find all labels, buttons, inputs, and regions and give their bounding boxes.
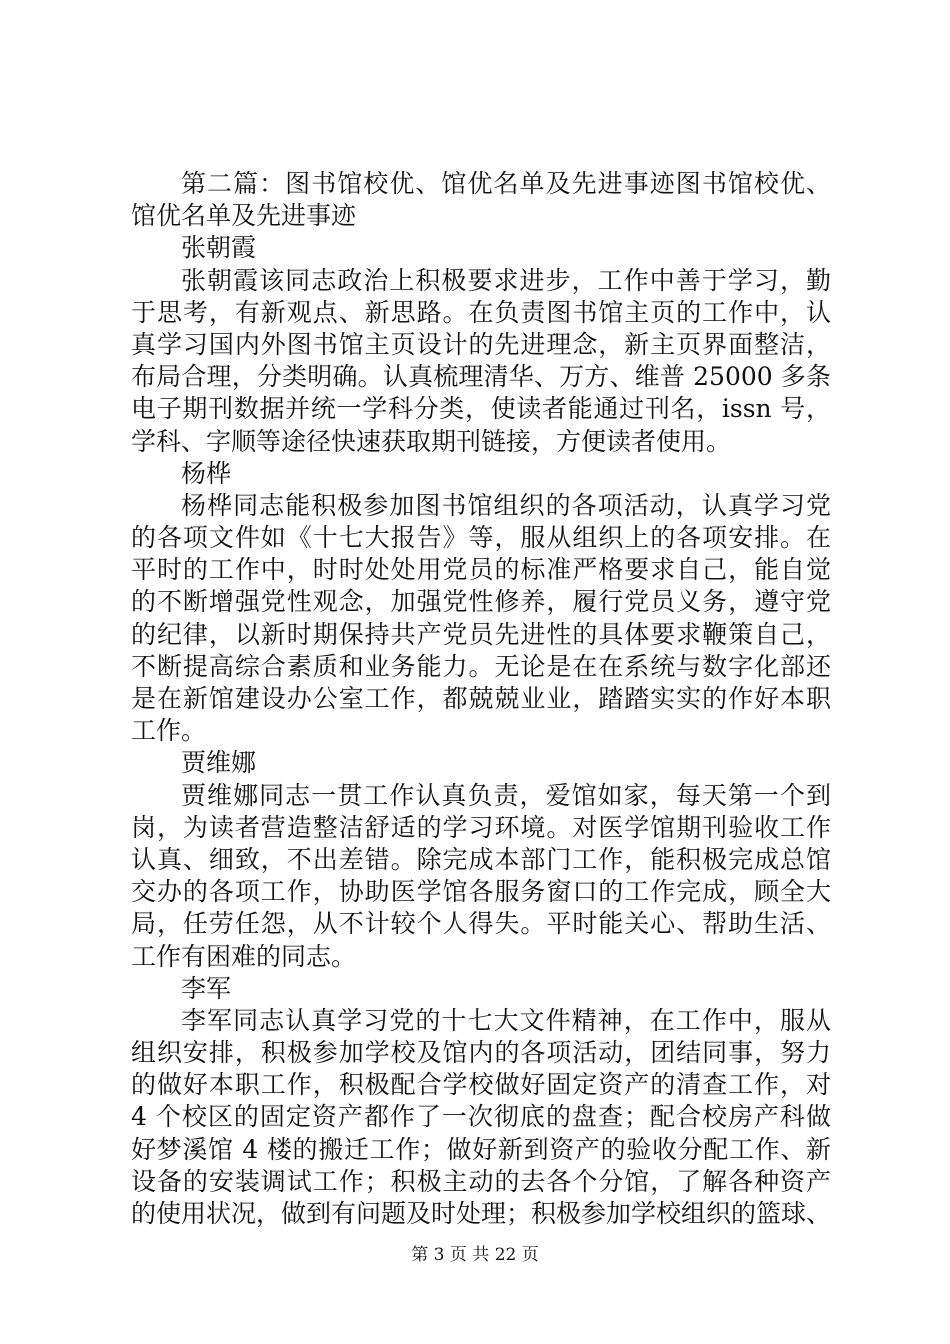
person-name-heading: 李军: [181, 973, 232, 1003]
text-line: 好梦溪馆 4 楼的搬迁工作；做好新到资产的验收分配工作、新: [131, 1134, 831, 1164]
text-line: 的纪律，以新时期保持共产党员先进性的具体要求鞭策自己，: [131, 619, 831, 649]
text-line: 张朝霞该同志政治上积极要求进步，工作中善于学习，勤: [181, 265, 831, 295]
page-footer: 第 3 页 共 22 页: [411, 1245, 539, 1265]
text-line: 馆优名单及先进事迹: [131, 201, 357, 231]
text-line: 局，任劳任怨，从不计较个人得失。平时能关心、帮助生活、: [131, 909, 831, 939]
text-line: 岗，为读者营造整洁舒适的学习环境。对医学馆期刊验收工作: [131, 812, 831, 842]
text-line: 工作有困难的同志。: [131, 941, 357, 971]
text-line: 4 个校区的固定资产都作了一次彻底的盘查；配合校房产科做: [131, 1102, 831, 1132]
text-line: 的做好本职工作，积极配合学校做好固定资产的清查工作，对: [131, 1070, 831, 1100]
text-line: 不断提高综合素质和业务能力。无论是在在系统与数字化部还: [131, 651, 831, 681]
text-line: 布局合理，分类明确。认真梳理清华、万方、维普 25000 多条: [131, 362, 831, 392]
text-line: 于思考，有新观点、新思路。在负责图书馆主页的工作中，认: [131, 297, 831, 327]
person-name-heading: 杨桦: [181, 458, 232, 488]
text-line: 认真、细致，不出差错。除完成本部门工作，能积极完成总馆: [131, 844, 831, 874]
document-body: [131, 168, 831, 1230]
text-line: 交办的各项工作，协助医学馆各服务窗口的工作完成，顾全大: [131, 877, 831, 907]
text-line: 真学习国内外图书馆主页设计的先进理念，新主页界面整洁，: [131, 329, 831, 359]
text-line: 设备的安装调试工作；积极主动的去各个分馆，了解各种资产: [131, 1166, 831, 1196]
text-line: 是在新馆建设办公室工作，都兢兢业业，踏踏实实的作好本职: [131, 684, 831, 713]
text-line: 组织安排，积极参加学校及馆内的各项活动，团结同事，努力: [131, 1038, 831, 1068]
text-line: 贾维娜同志一贯工作认真负责，爱馆如家，每天第一个到: [181, 780, 831, 810]
text-line: 李军同志认真学习党的十七大文件精神，在工作中，服从: [181, 1005, 831, 1035]
text-line: 电子期刊数据并统一学科分类，使读者能通过刊名，issn 号，: [131, 394, 831, 424]
text-line: 杨桦同志能积极参加图书馆组织的各项活动，认真学习党: [181, 490, 831, 520]
text-line: 平时的工作中，时时处处用党员的标准严格要求自己，能自觉: [131, 555, 831, 585]
text-line: 学科、字顺等途径快速获取期刊链接，方便读者使用。: [131, 426, 732, 456]
text-line: 的不断增强党性观念，加强党性修养，履行党员义务，遵守党: [131, 587, 831, 617]
text-line: 第二篇：图书馆校优、馆优名单及先进事迹图书馆校优、: [181, 169, 831, 198]
person-name-heading: 张朝霞: [181, 233, 257, 263]
person-name-heading: 贾维娜: [181, 748, 257, 778]
text-line: 的使用状况，做到有问题及时处理；积极参加学校组织的篮球、: [131, 1199, 832, 1228]
text-line: 工作。: [131, 716, 207, 746]
text-line: 的各项文件如《十七大报告》等，服从组织上的各项安排。在: [131, 523, 831, 553]
